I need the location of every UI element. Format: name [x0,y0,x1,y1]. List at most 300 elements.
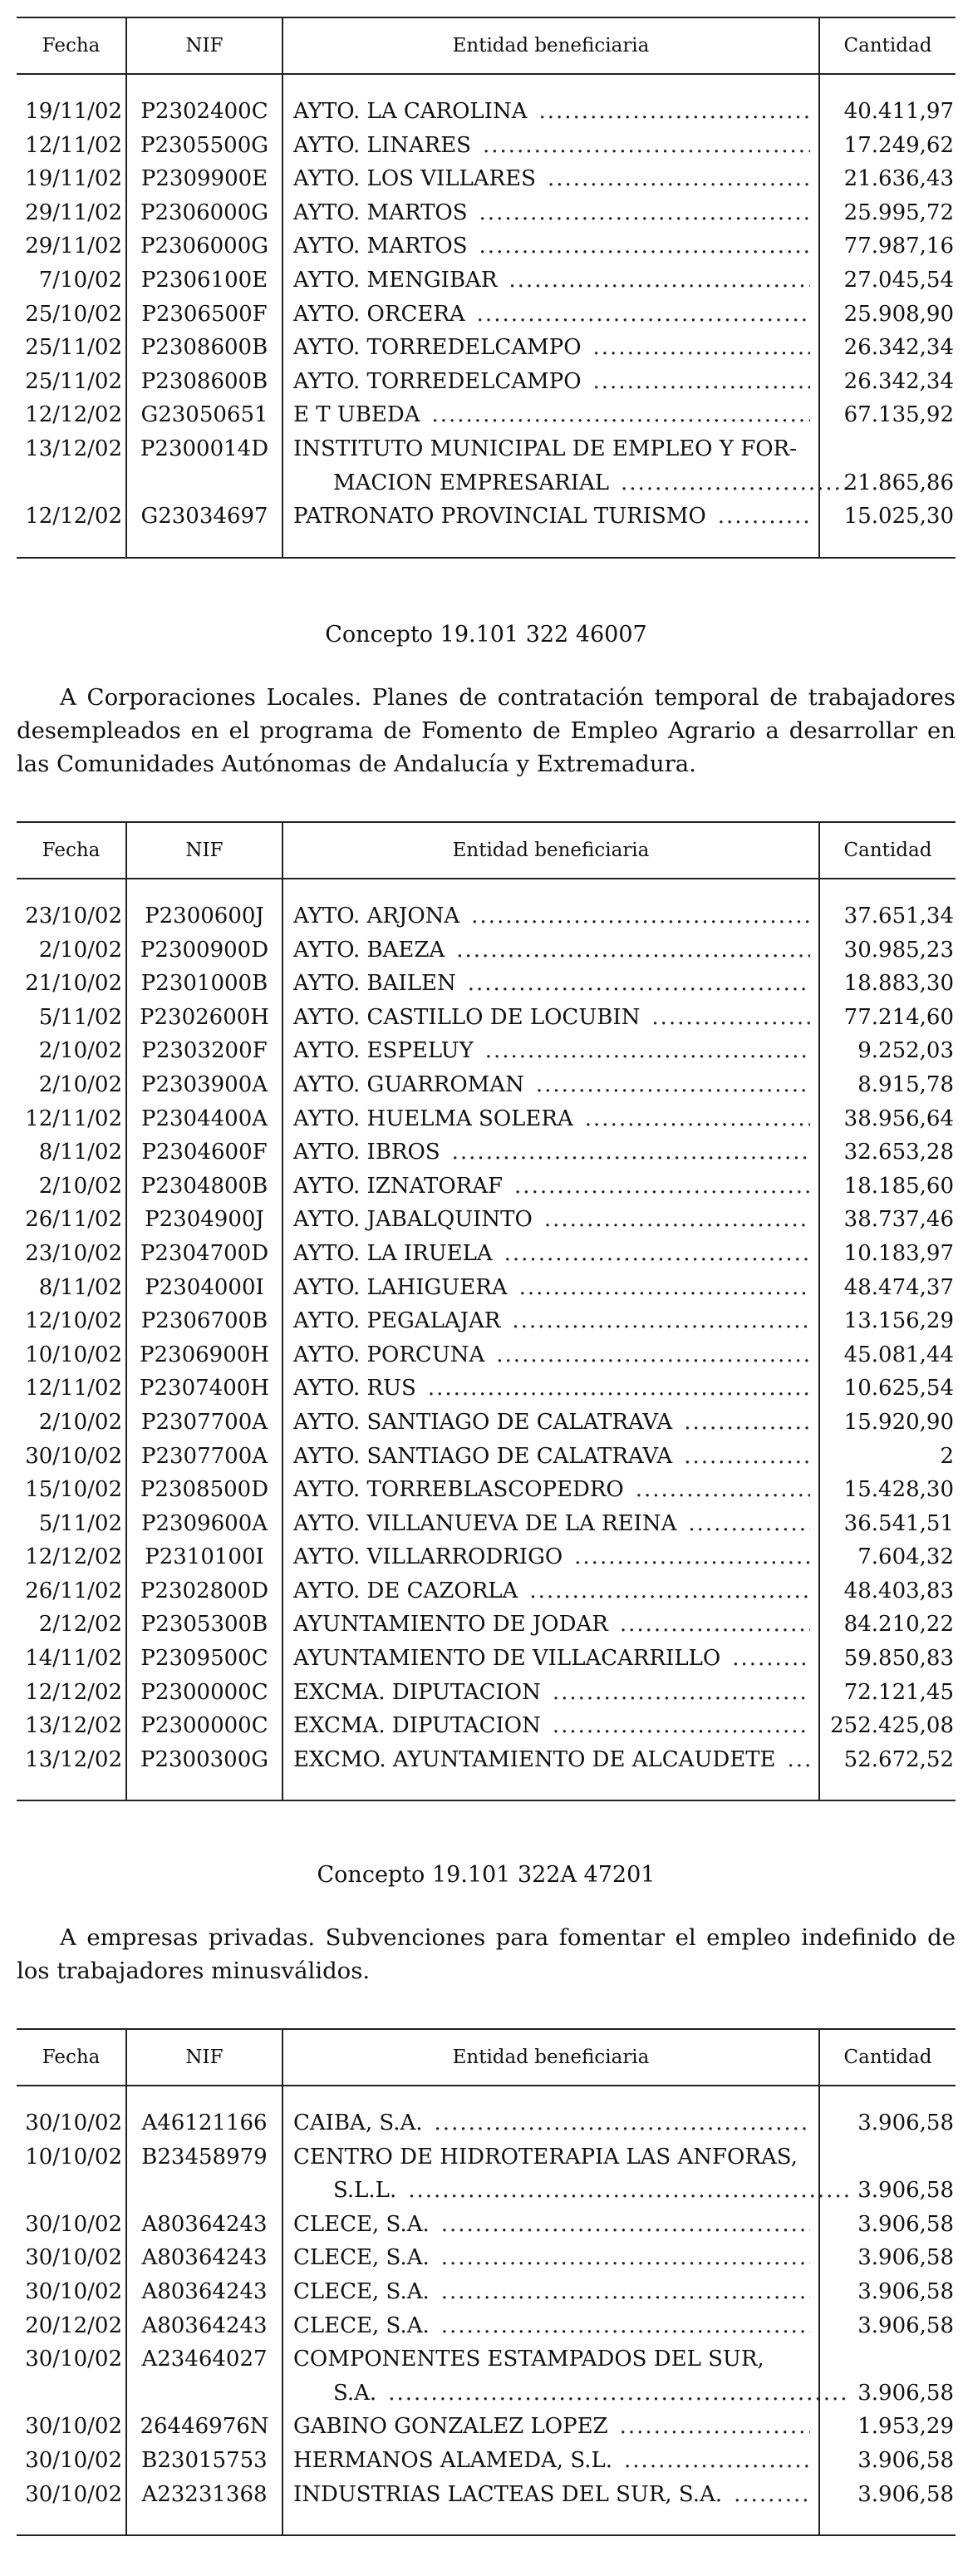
cell-cantidad: 3.906,58 [819,2208,956,2242]
cell-nif: A23231368 [126,2478,283,2512]
cell-nif: P2306900H [126,1338,283,1372]
table-header [17,2029,956,2086]
cell-fecha: 2/10/02 [38,1173,122,1199]
entidad-name: AYTO. VILLARRODRIGO [293,1544,563,1570]
cell-cantidad: 3.906,58 [819,2241,956,2275]
leader-dots [553,1676,810,1710]
end-cell [17,2511,126,2535]
entidad-wrap [293,162,810,196]
table-row [17,1372,956,1406]
entidad-name: AYTO. VILLANUEVA DE LA REINA [293,1510,677,1536]
cell-fecha: 12/12/02 [25,1679,122,1705]
cell-entidad [283,1473,819,1507]
entidad-wrap [293,1237,810,1271]
leader-dots [477,298,810,332]
cell-entidad [283,2106,819,2140]
entidad-name: AYTO. LA CAROLINA [293,99,528,124]
cell-cantidad: 26.342,34 [819,331,956,365]
cell-nif: P2307700A [126,1406,283,1440]
entidad-name: CLECE, S.A. [293,2211,430,2237]
cell-nif: P2306700B [126,1304,283,1338]
leader-dots [435,2106,810,2140]
cell-nif: B23458979 [126,2140,283,2175]
cell-fecha: 30/10/02 [25,1443,122,1469]
beneficiaries-table-3 [17,2028,956,2536]
beneficiaries-table-1 [17,17,956,559]
cell-cantidad: 30.985,23 [819,933,956,968]
entidad-name: AYTO. HUELMA SOLERA [293,1106,573,1131]
entidad-name: HERMANOS ALAMEDA, S.L. [293,2447,613,2473]
entidad-name: AYTO. MENGIBAR [293,267,498,293]
cell-fecha: 2/10/02 [38,1071,122,1097]
cell-entidad [283,2410,819,2444]
cell-fecha: 25/10/02 [25,301,122,327]
cell-cantidad: 21.865,86 [819,466,956,500]
spacer-cell [126,74,283,95]
cell-fecha: 2/12/02 [38,1612,122,1638]
end-row [17,2511,956,2535]
table-row [17,196,956,230]
cell-entidad [283,1237,819,1271]
cell-entidad [283,398,819,432]
entidad-wrap [293,2275,810,2309]
cell-cantidad: 26.342,34 [819,365,956,399]
cell-fecha: 25/11/02 [25,368,122,394]
entidad-wrap [293,1574,810,1608]
cell-nif: P2307400H [126,1372,283,1406]
leader-dots [452,1135,810,1170]
leader-dots [519,1271,810,1305]
cell-nif [126,466,283,500]
entidad-wrap [293,500,810,534]
cell-nif: P2304900J [126,1203,283,1237]
table-row [17,1338,956,1372]
entidad-name: INDUSTRIAS LACTEAS DEL SUR, S.A. [293,2481,723,2507]
entidad-name: AYTO. SANTIAGO DE CALATRAVA [293,1409,673,1435]
entidad-wrap [293,2241,810,2275]
cell-nif: P2300900D [126,933,283,968]
cell-entidad [283,1709,819,1743]
entidad-name: PATRONATO PROVINCIAL TURISMO [293,504,706,529]
leader-dots [485,1034,810,1068]
cell-fecha: 2/10/02 [38,1038,122,1064]
cell-nif [126,2174,283,2208]
entidad-wrap [293,2377,850,2411]
entidad-wrap [293,331,810,365]
cell-fecha: 12/12/02 [25,1544,122,1570]
entidad-wrap [293,1271,810,1305]
spacer-cell [283,879,819,899]
entidad-name: CLECE, S.A. [293,2245,430,2271]
leader-dots [620,1608,810,1642]
cell-entidad [283,1440,819,1474]
cell-entidad [283,899,819,933]
leader-dots [688,1507,810,1541]
cell-fecha: 12/11/02 [25,132,122,158]
leader-dots [468,967,810,1001]
cell-cantidad: 10.625,54 [819,1372,956,1406]
cell-fecha: 13/12/02 [25,1746,122,1772]
leader-dots [431,398,810,432]
cell-cantidad: 48.403,83 [819,1574,956,1608]
table-row [17,1507,956,1541]
table-row [17,264,956,298]
spacer-cell [819,2086,956,2106]
cell-entidad [283,2208,819,2242]
spacer-cell [126,879,283,899]
table-block-3 [17,2028,956,2536]
cell-nif: P2308500D [126,1473,283,1507]
cell-cantidad: 3.906,58 [819,2444,956,2478]
cell-cantidad [819,2342,956,2377]
end-cell [819,2511,956,2535]
entidad-name: AYTO. LOS VILLARES [293,166,536,192]
leader-dots [512,1304,810,1338]
cell-entidad [283,196,819,230]
table-row [17,500,956,534]
cell-nif: P2304800B [126,1170,283,1204]
cell-cantidad: 3.906,58 [819,2275,956,2309]
cell-entidad [283,1406,819,1440]
cell-cantidad: 77.987,16 [819,229,956,264]
header-fecha: Fecha [17,822,126,879]
table-row [17,1574,956,1608]
entidad-wrap [293,1642,810,1676]
cell-cantidad: 17.249,62 [819,129,956,163]
entidad-name: EXCMA. DIPUTACION [293,1679,541,1705]
cell-cantidad: 38.737,46 [819,1203,956,1237]
cell-entidad [283,1608,819,1642]
end-cell [126,1776,283,1800]
cell-entidad [283,466,819,500]
cell-fecha: 15/10/02 [25,1477,122,1503]
cell-cantidad: 37.651,34 [819,899,956,933]
table-row [17,1203,956,1237]
entidad-wrap [293,1743,810,1777]
cell-cantidad: 59.850,83 [819,1642,956,1676]
entidad-name: INSTITUTO MUNICIPAL DE EMPLEO Y FOR- [293,436,797,461]
cell-fecha: 8/11/02 [38,1140,122,1165]
header-nif: NIF [126,822,283,879]
cell-nif: A46121166 [126,2106,283,2140]
table-row [17,1034,956,1068]
cell-fecha: 25/11/02 [25,335,122,361]
entidad-wrap [293,1540,810,1574]
cell-fecha: 30/10/02 [25,2481,122,2507]
cell-nif [126,2377,283,2411]
cell-nif: P2300000C [126,1709,283,1743]
cell-cantidad: 2 [819,1440,956,1474]
cell-nif: P2304400A [126,1102,283,1136]
cell-nif: P2301000B [126,967,283,1001]
leader-dots [496,1338,810,1372]
header-fecha: Fecha [17,17,126,74]
spacer-row [17,2086,956,2106]
cell-nif: P2308600B [126,331,283,365]
cell-fecha: 23/10/02 [25,904,122,928]
cell-cantidad: 45.081,44 [819,1338,956,1372]
cell-entidad [283,129,819,163]
leader-dots [620,2410,810,2444]
cell-entidad [283,1001,819,1035]
entidad-name: AYTO. MARTOS [293,199,468,225]
leader-dots [428,1372,810,1406]
header-cantidad: Cantidad [819,822,956,879]
leader-dots [441,2241,810,2275]
cell-entidad [283,1102,819,1136]
leader-dots [624,2444,810,2478]
cell-fecha: 10/10/02 [25,2144,122,2170]
cell-entidad [283,1135,819,1170]
entidad-wrap [293,398,810,432]
entidad-wrap [293,967,810,1001]
cell-nif: A23464027 [126,2342,283,2377]
entidad-name: EXCMO. AYUNTAMIENTO DE ALCAUDETE [293,1746,776,1772]
cell-entidad [283,2444,819,2478]
entidad-name: AYTO. IZNATORAF [293,1173,504,1199]
cell-fecha: 30/10/02 [25,2347,122,2372]
entidad-wrap [293,933,810,968]
cell-entidad [283,2241,819,2275]
cell-entidad [283,1540,819,1574]
entidad-wrap [293,1406,810,1440]
cell-nif: P2309900E [126,162,283,196]
entidad-name: AYTO. MARTOS [293,234,468,259]
entidad-name: AYTO. BAEZA [293,937,445,963]
table-row [17,1743,956,1777]
cell-entidad [283,95,819,129]
cell-nif: P2306500F [126,298,283,332]
cell-fecha: 12/10/02 [25,1308,122,1334]
leader-dots [408,2174,850,2208]
cell-nif: P2309500C [126,1642,283,1676]
spacer-row [17,74,956,95]
table-header [17,822,956,879]
table-row [17,1473,956,1507]
cell-cantidad [819,2140,956,2175]
cell-nif: P2304700D [126,1237,283,1271]
spacer-cell [819,74,956,95]
cell-entidad [283,1743,819,1777]
cell-cantidad: 52.672,52 [819,1743,956,1777]
cell-entidad [283,2174,819,2208]
cell-entidad [283,1034,819,1068]
cell-fecha: 12/11/02 [25,1106,122,1131]
entidad-wrap [293,196,810,230]
end-cell [17,534,126,558]
cell-cantidad: 18.185,60 [819,1170,956,1204]
table-row [17,365,956,399]
entidad-name: AYTO. ORCERA [293,301,465,327]
entidad-name: AYTO. PORCUNA [293,1342,485,1367]
spacer-cell [17,2086,126,2106]
cell-nif: P2300014D [126,432,283,466]
cell-cantidad: 13.156,29 [819,1304,956,1338]
cell-fecha: 30/10/02 [25,2447,122,2473]
cell-nif: P2304000I [126,1271,283,1305]
entidad-name: AYTO. BAILEN [293,971,456,997]
cell-fecha: 29/11/02 [25,199,122,225]
entidad-wrap [293,2174,850,2208]
leader-dots [684,1440,810,1474]
cell-fecha: 30/10/02 [25,2414,122,2440]
leader-dots [479,229,810,264]
leader-dots [479,196,810,230]
leader-dots [585,1102,810,1136]
cell-nif: P2300300G [126,1743,283,1777]
cell-entidad [283,365,819,399]
entidad-name: CENTRO DE HIDROTERAPIA LAS ANFORAS, [293,2144,798,2170]
cell-cantidad: 27.045,54 [819,264,956,298]
entidad-name: AYTO. ESPELUY [293,1038,474,1064]
entidad-name: AYTO. GUARROMAN [293,1071,524,1097]
cell-fecha: 21/10/02 [25,971,122,997]
leader-dots [538,95,810,129]
spacer-cell [126,2086,283,2106]
entidad-name: AYTO. RUS [293,1376,416,1401]
cell-cantidad: 3.906,58 [819,2309,956,2343]
table-row [17,432,956,466]
cell-fecha: 14/11/02 [25,1646,122,1672]
table-row [17,1540,956,1574]
cell-cantidad: 15.920,90 [819,1406,956,1440]
leader-dots [544,1203,810,1237]
leader-dots [593,331,810,365]
leader-dots [441,2208,810,2242]
cell-fecha: 30/10/02 [25,2211,122,2237]
table-row [17,2444,956,2478]
cell-fecha [17,2377,126,2411]
table-row [17,129,956,163]
table-row [17,1709,956,1743]
cell-nif: G23050651 [126,398,283,432]
cell-fecha: 13/12/02 [25,436,122,461]
cell-entidad [283,1507,819,1541]
cell-entidad [283,1338,819,1372]
table-row [17,1304,956,1338]
cell-cantidad: 252.425,08 [819,1709,956,1743]
entidad-wrap [293,1135,810,1170]
cell-cantidad: 38.956,64 [819,1102,956,1136]
cell-cantidad: 77.214,60 [819,1001,956,1035]
cell-fecha: 2/10/02 [38,937,122,963]
leader-dots [684,1406,810,1440]
cell-entidad [283,2342,819,2377]
cell-fecha: 30/10/02 [25,2278,122,2304]
cell-fecha: 12/11/02 [25,1376,122,1401]
cell-fecha: 30/10/02 [25,2111,122,2135]
entidad-wrap [293,2444,810,2478]
entidad-name: AYTO. TORREDELCAMPO [293,368,582,394]
leader-dots [574,1540,810,1574]
entidad-wrap [293,1709,810,1743]
cell-fecha: 19/11/02 [25,99,122,124]
cell-cantidad: 25.908,90 [819,298,956,332]
cell-cantidad [819,432,956,466]
table-row [17,2410,956,2444]
cell-entidad [283,264,819,298]
entidad-name: AYUNTAMIENTO DE JODAR [293,1612,608,1638]
cell-entidad [283,1170,819,1204]
table-row [17,2275,956,2309]
entidad-wrap [293,899,810,933]
spacer-cell [17,879,126,899]
cell-nif: P2302400C [126,95,283,129]
table-row [17,2342,956,2377]
cell-nif: G23034697 [126,500,283,534]
end-cell [819,1776,956,1800]
cell-fecha: 10/10/02 [25,1342,122,1367]
cell-entidad [283,331,819,365]
cell-nif: P2302800D [126,1574,283,1608]
entidad-wrap [293,2208,810,2242]
entidad-wrap [293,466,850,500]
cell-nif: P2303200F [126,1034,283,1068]
cell-entidad [283,2140,819,2175]
cell-nif: P2310100I [126,1540,283,1574]
cell-entidad [283,933,819,968]
table-row [17,298,956,332]
entidad-wrap [293,264,810,298]
cell-entidad [283,1304,819,1338]
cell-nif: B23015753 [126,2444,283,2478]
entidad-name: E T UBEDA [293,402,420,428]
cell-entidad [283,298,819,332]
concept-section-2 [17,622,956,781]
entidad-name: AYTO. JABALQUINTO [293,1207,533,1233]
cell-fecha: 26/11/02 [25,1578,122,1603]
cell-cantidad: 25.995,72 [819,196,956,230]
table-row [17,1135,956,1170]
entidad-name: AYTO. LINARES [293,132,471,158]
leader-dots [441,2275,810,2309]
spacer-row [17,879,956,899]
leader-dots [471,899,810,933]
end-cell [283,1776,819,1800]
header-nif: NIF [126,17,283,74]
spacer-cell [283,74,819,95]
entidad-wrap [293,1372,810,1406]
entidad-wrap [293,1507,810,1541]
header-entidad: Entidad beneficiaria [283,822,819,879]
leader-dots [509,264,810,298]
end-row [17,1776,956,1800]
leader-dots [788,1743,810,1777]
cell-cantidad: 10.183,97 [819,1237,956,1271]
cell-fecha: 5/11/02 [38,1004,122,1030]
header-entidad: Entidad beneficiaria [283,17,819,74]
concept-title: Concepto 19.101 322 46007 [325,622,647,648]
end-cell [17,1776,126,1800]
end-row [17,534,956,558]
entidad-wrap [293,1676,810,1710]
cell-entidad [283,2478,819,2512]
cell-nif: P2306000G [126,229,283,264]
cell-fecha [17,2174,126,2208]
cell-fecha: 12/12/02 [25,402,122,428]
table-row [17,1102,956,1136]
entidad-name: AYTO. CASTILLO DE LOCUBIN [293,1004,641,1030]
cell-entidad [283,2377,819,2411]
entidad-name-continued: S.A. [333,2380,377,2406]
cell-nif: P2308600B [126,365,283,399]
entidad-name: GABINO GONZALEZ LOPEZ [293,2414,608,2440]
cell-entidad [283,2309,819,2343]
entidad-name: AYTO. TORREDELCAMPO [293,335,582,361]
cell-fecha: 8/11/02 [38,1274,122,1300]
leader-dots [529,1574,810,1608]
cell-cantidad: 9.252,03 [819,1034,956,1068]
